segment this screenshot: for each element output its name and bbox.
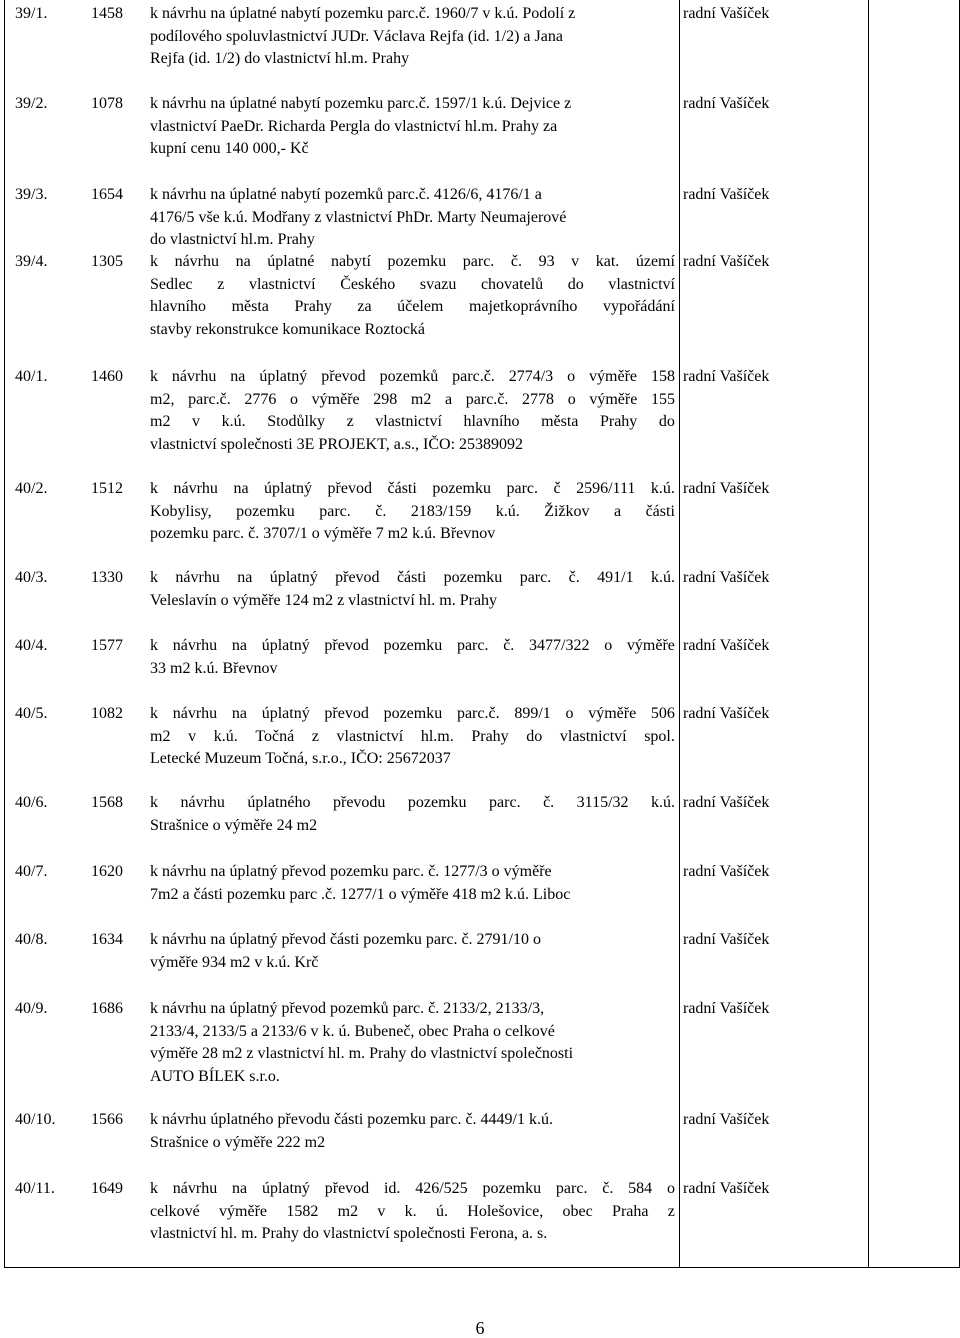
description-line: [150, 635, 675, 658]
description-word: návrhu: [180, 794, 225, 811]
description-word: převod: [324, 1180, 370, 1197]
description-word: celkové: [150, 1202, 200, 1220]
description-word: na: [230, 368, 246, 385]
description-word: účelem: [397, 298, 444, 316]
description-word: č.: [375, 502, 387, 520]
description-line: výměře 934 m2 v k.ú. Krč: [150, 953, 319, 971]
description-word: Kobylisy,: [150, 502, 212, 520]
description-word: m2: [150, 413, 171, 431]
description-word: obec: [562, 1202, 593, 1220]
description-word: chovatelů: [480, 275, 544, 293]
responsible-person: radní Vašíček: [683, 863, 770, 880]
description-word: Točná: [255, 727, 295, 745]
description-word: části: [387, 480, 417, 497]
description-line: [150, 274, 675, 297]
description-line: k návrhu na úplatné nabytí pozemků parc.č. 4126/6, 4176/1 a: [150, 186, 542, 203]
responsible-person: radní Vašíček: [683, 253, 770, 270]
description-word: k.ú.: [213, 727, 238, 745]
description-word: k.: [404, 1202, 417, 1220]
description-word: o: [666, 1180, 675, 1197]
description-word: 158: [650, 368, 675, 385]
resolution-description: [150, 251, 675, 341]
description-line: vlastnictví hl. m. Prahy do vlastnictví společnosti Ferona, a. s.: [150, 1225, 548, 1243]
description-word: pozemku: [383, 705, 443, 722]
resolution-number: 40/11.: [15, 1180, 55, 1197]
description-word: č: [553, 480, 561, 497]
description-word: na: [232, 1180, 248, 1197]
document-id: 1568: [91, 794, 123, 811]
description-word: m2: [150, 727, 171, 745]
resolution-number: 39/3.: [15, 186, 48, 203]
description-word: vlastnictví: [559, 727, 627, 745]
description-line: [150, 567, 675, 590]
description-word: převod: [321, 368, 366, 385]
description-line: AUTO BÍLEK s.r.o.: [150, 1067, 280, 1085]
resolution-description: [150, 1109, 675, 1154]
responsible-person: radní Vašíček: [683, 95, 770, 112]
description-word: k.ú.: [650, 569, 675, 586]
description-word: kat.: [595, 253, 620, 270]
responsible-person: radní Vašíček: [683, 480, 770, 497]
resolution-number: 40/4.: [15, 637, 48, 654]
resolution-number: 40/5.: [15, 705, 48, 722]
description-word: k.ú.: [221, 413, 246, 431]
description-word: 2596/111: [576, 480, 636, 497]
description-word: nabytí: [330, 253, 371, 270]
description-line: pozemku parc. č. 3707/1 o výměře 7 m2 k.ú. Břevnov: [150, 525, 496, 543]
description-line: k návrhu na úplatné nabytí pozemku parc.č. 1960/7 v k.ú. Podolí z: [150, 5, 576, 22]
page-number: 6: [475, 1318, 485, 1338]
document-id: 1082: [91, 705, 123, 722]
description-word: z: [311, 727, 319, 745]
resolution-number: 40/3.: [15, 569, 48, 586]
description-word: 3477/322: [529, 637, 590, 654]
description-word: Prahy: [294, 298, 332, 316]
description-word: za: [357, 298, 372, 316]
description-word: převodu: [332, 794, 386, 811]
responsible-person: radní Vašíček: [683, 186, 770, 203]
description-word: úplatný: [269, 569, 318, 586]
description-line: k návrhu na úplatný převod pozemků parc. č. 2133/2, 2133/3,: [150, 1000, 545, 1017]
description-word: návrhu: [172, 637, 218, 654]
description-word: pozemků: [379, 368, 439, 385]
description-word: převod: [327, 480, 372, 497]
document-id: 1330: [91, 569, 123, 586]
description-word: úplatný: [261, 1180, 310, 1197]
description-word: v: [571, 253, 580, 270]
description-word: 2776: [244, 390, 277, 408]
description-word: vlastnictví: [336, 727, 404, 745]
resolution-number: 40/10.: [15, 1111, 56, 1128]
description-line: [150, 792, 675, 815]
description-word: parc.č.: [465, 390, 509, 408]
resolution-description: [150, 1178, 675, 1246]
resolution-description: [150, 792, 675, 837]
description-word: Českého: [340, 275, 396, 293]
document-id: 1634: [91, 931, 123, 948]
description-word: pozemku: [482, 1180, 542, 1197]
description-word: k: [150, 253, 158, 270]
description-word: hlavního: [150, 298, 206, 316]
responsible-person: radní Vašíček: [683, 1111, 770, 1128]
document-id: 1305: [91, 253, 123, 270]
description-line: [150, 501, 675, 524]
description-word: úplatné: [267, 253, 315, 270]
description-word: 93: [538, 253, 555, 270]
description-word: 2778: [522, 390, 555, 408]
description-line: kupní cenu 140 000,- Kč: [150, 140, 309, 158]
description-line: k návrhu na úplatné nabytí pozemku parc.č. 1597/1 k.ú. Dejvice z: [150, 95, 572, 112]
description-word: o: [567, 390, 576, 408]
description-word: úplatný: [261, 637, 310, 654]
description-word: 298: [373, 390, 398, 408]
description-word: Prahy: [471, 727, 509, 745]
description-word: převod: [324, 705, 369, 722]
description-word: ú.: [435, 1202, 448, 1220]
description-word: do: [567, 275, 584, 293]
resolution-description: [150, 478, 675, 546]
description-word: k: [150, 794, 158, 811]
column-divider: [679, 0, 680, 1267]
description-word: k.ú.: [495, 502, 520, 520]
description-line: [150, 296, 675, 319]
description-word: o: [604, 637, 613, 654]
column-divider: [868, 0, 869, 1267]
description-line: Veleslavín o výměře 124 m2 z vlastnictví hl. m. Prahy: [150, 591, 498, 609]
description-word: výměře: [589, 368, 638, 385]
resolution-description: [150, 93, 675, 161]
description-word: pozemku: [383, 637, 443, 654]
description-line: k návrhu na úplatný převod části pozemku parc. č. 2791/10 o: [150, 931, 541, 948]
description-line: k návrhu na úplatný převod pozemku parc. č. 1277/3 o výměře: [150, 863, 552, 880]
description-word: parc.č.: [456, 705, 500, 722]
description-word: úplatný: [264, 480, 313, 497]
description-word: z: [346, 413, 354, 431]
description-word: v: [192, 413, 201, 431]
document-id: 1458: [91, 5, 123, 22]
description-line: vlastnictví PaeDr. Richarda Pergla do vlastnictví hl.m. Prahy za: [150, 117, 558, 135]
description-word: k: [150, 368, 158, 385]
description-word: na: [231, 637, 247, 654]
responsible-person: radní Vašíček: [683, 1000, 770, 1017]
description-word: 426/525: [415, 1180, 468, 1197]
description-line: 33 m2 k.ú. Břevnov: [150, 659, 278, 677]
description-word: převod: [324, 637, 369, 654]
description-word: z: [217, 275, 225, 293]
description-word: Praha: [612, 1202, 649, 1220]
description-word: m2: [410, 390, 432, 408]
description-word: z: [667, 1202, 675, 1220]
description-line: Letecké Muzeum Točná, s.r.o., IČO: 25672037: [150, 750, 451, 768]
description-line: k návrhu úplatného převodu části pozemku parc. č. 4449/1 k.ú.: [150, 1111, 553, 1128]
description-word: č.: [543, 794, 555, 811]
description-word: výměře: [311, 390, 360, 408]
description-word: vlastnictví: [248, 275, 316, 293]
description-word: parc.: [456, 637, 489, 654]
resolution-number: 40/7.: [15, 863, 48, 880]
description-word: návrhu: [173, 480, 218, 497]
description-word: 899/1: [514, 705, 551, 722]
description-word: spol.: [644, 727, 675, 745]
description-line: [150, 726, 675, 749]
resolution-description: [150, 703, 675, 771]
responsible-person: radní Vašíček: [683, 368, 770, 385]
document-id: 1566: [91, 1111, 123, 1128]
description-line: 4176/5 vše k.ú. Modřany z vlastnictví PhDr. Marty Neumajerové: [150, 208, 567, 226]
description-word: do: [526, 727, 543, 745]
document-id: 1686: [91, 1000, 123, 1017]
description-word: návrhu: [172, 1180, 218, 1197]
description-word: výměře: [219, 1202, 268, 1220]
description-word: na: [237, 569, 253, 586]
description-word: na: [235, 253, 251, 270]
description-line: [150, 478, 675, 501]
description-line: [150, 411, 675, 434]
description-line: do vlastnictví hl.m. Prahy: [150, 231, 315, 249]
description-word: parc.: [506, 480, 538, 497]
description-word: pozemku: [407, 794, 467, 811]
resolution-description: [150, 861, 675, 906]
description-word: parc.: [319, 502, 351, 520]
description-word: návrhu: [171, 368, 217, 385]
document-id: 1654: [91, 186, 123, 203]
resolution-number: 40/1.: [15, 368, 48, 385]
description-word: majetkoprávního: [468, 298, 578, 316]
description-word: do: [658, 413, 675, 431]
description-word: k: [150, 480, 158, 497]
resolution-description: [150, 366, 675, 456]
resolution-description: [150, 635, 675, 680]
description-word: k: [150, 1180, 158, 1197]
description-word: 1582: [286, 1202, 319, 1220]
responsible-person: radní Vašíček: [683, 931, 770, 948]
document-id: 1649: [91, 1180, 123, 1197]
description-word: parc.: [555, 1180, 588, 1197]
description-line: Strašnice o výměře 222 m2: [150, 1133, 326, 1151]
description-word: Holešovice,: [467, 1202, 544, 1220]
description-line: podílového spoluvlastnictví JUDr. Václava Rejfa (id. 1/2) a Jana: [150, 27, 563, 45]
description-word: vlastnictví: [375, 413, 442, 431]
description-word: Stodůlky: [267, 413, 325, 431]
description-word: města: [541, 413, 579, 431]
document-id: 1078: [91, 95, 123, 112]
description-word: č.: [568, 569, 580, 586]
resolution-number: 40/8.: [15, 931, 48, 948]
description-line: [150, 366, 675, 389]
description-word: hl.m.: [420, 727, 454, 745]
description-word: pozemku: [236, 502, 295, 520]
description-word: id.: [383, 1180, 401, 1197]
description-word: 155: [650, 390, 675, 408]
description-word: návrhu: [175, 569, 220, 586]
description-word: na: [231, 705, 247, 722]
description-word: parc.: [519, 569, 552, 586]
resolution-description: [150, 184, 675, 252]
description-line: výměře 28 m2 z vlastnictví hl. m. Prahy do vlastnictví společnosti: [150, 1045, 574, 1063]
description-word: pozemku: [443, 569, 503, 586]
responsible-person: radní Vašíček: [683, 794, 770, 811]
resolution-number: 40/6.: [15, 794, 48, 811]
resolutions-table: [4, 0, 960, 1268]
description-word: parc.: [462, 253, 495, 270]
description-line: 7m2 a části pozemku parc .č. 1277/1 o výměře 418 m2 k.ú. Liboc: [150, 885, 571, 903]
description-word: části: [396, 569, 427, 586]
description-word: a: [445, 390, 453, 408]
description-word: území: [635, 253, 675, 270]
description-word: návrhu: [174, 253, 220, 270]
document-id: 1460: [91, 368, 123, 385]
resolution-number: 40/9.: [15, 1000, 48, 1017]
description-word: města: [231, 298, 269, 316]
description-word: vlastnictví: [608, 275, 675, 293]
description-word: a: [614, 502, 622, 520]
description-word: v: [188, 727, 197, 745]
description-word: č.: [510, 253, 522, 270]
resolution-number: 39/2.: [15, 95, 48, 112]
description-line: [150, 389, 675, 412]
description-word: k: [150, 637, 158, 654]
description-word: k.ú.: [651, 794, 675, 811]
resolution-description: [150, 929, 675, 974]
description-word: o: [565, 705, 574, 722]
description-word: Prahy: [599, 413, 638, 431]
description-word: hlavního: [463, 413, 520, 431]
description-line: stavby rekonstrukce komunikace Roztocká: [150, 320, 426, 338]
document-id: 1577: [91, 637, 123, 654]
description-word: 2183/159: [410, 502, 472, 520]
description-line: Strašnice o výměře 24 m2: [150, 816, 318, 834]
responsible-person: radní Vašíček: [683, 637, 770, 654]
description-line: Rejfa (id. 1/2) do vlastnictví hl.m. Prahy: [150, 50, 410, 68]
responsible-person: radní Vašíček: [683, 5, 770, 22]
description-word: výměře: [626, 637, 675, 654]
description-word: v: [377, 1202, 386, 1220]
description-word: úplatný: [261, 705, 310, 722]
description-word: úplatný: [259, 368, 308, 385]
resolution-number: 39/4.: [15, 253, 48, 270]
description-word: výměře: [589, 390, 638, 408]
description-word: vypořádání: [602, 298, 675, 316]
description-word: svazu: [419, 275, 457, 293]
description-word: č.: [602, 1180, 614, 1197]
description-word: na: [233, 480, 249, 497]
description-word: č.: [503, 637, 515, 654]
description-word: pozemku: [432, 480, 491, 497]
description-word: parc.č.: [452, 368, 495, 385]
description-word: Žižkov: [544, 502, 590, 520]
resolution-description: [150, 998, 675, 1088]
document-id: 1512: [91, 480, 123, 497]
description-word: části: [645, 502, 675, 520]
description-word: m2,: [150, 390, 175, 408]
description-word: Sedlec: [150, 275, 193, 293]
description-word: k: [150, 705, 158, 722]
description-word: o: [290, 390, 299, 408]
description-line: [150, 703, 675, 726]
description-word: úplatného: [247, 794, 311, 811]
resolution-number: 40/2.: [15, 480, 48, 497]
description-word: výměře: [588, 705, 637, 722]
resolution-number: 39/1.: [15, 5, 48, 22]
description-word: m2: [337, 1202, 359, 1220]
description-word: 3115/32: [576, 794, 629, 811]
description-word: 506: [650, 705, 675, 722]
description-word: k.ú.: [650, 480, 675, 497]
responsible-person: radní Vašíček: [683, 1180, 770, 1197]
description-line: vlastnictví společnosti 3E PROJEKT, a.s., IČO: 25389092: [150, 435, 524, 453]
resolution-description: [150, 3, 675, 71]
description-word: k: [150, 569, 158, 586]
description-word: o: [567, 368, 576, 385]
description-word: pozemku: [387, 253, 447, 270]
description-word: 2774/3: [508, 368, 554, 385]
description-word: návrhu: [172, 705, 218, 722]
description-line: [150, 251, 675, 274]
description-word: převod: [335, 569, 380, 586]
responsible-person: radní Vašíček: [683, 705, 770, 722]
description-line: 2133/4, 2133/5 a 2133/6 v k. ú. Bubeneč, obec Praha o celkové: [150, 1022, 555, 1040]
description-word: parc.č.: [188, 390, 231, 408]
resolution-description: [150, 567, 675, 612]
description-word: parc.: [489, 794, 521, 811]
description-line: [150, 1201, 675, 1224]
description-word: 584: [628, 1180, 653, 1197]
description-word: 491/1: [597, 569, 634, 586]
description-line: [150, 1178, 675, 1201]
document-id: 1620: [91, 863, 123, 880]
responsible-person: radní Vašíček: [683, 569, 770, 586]
